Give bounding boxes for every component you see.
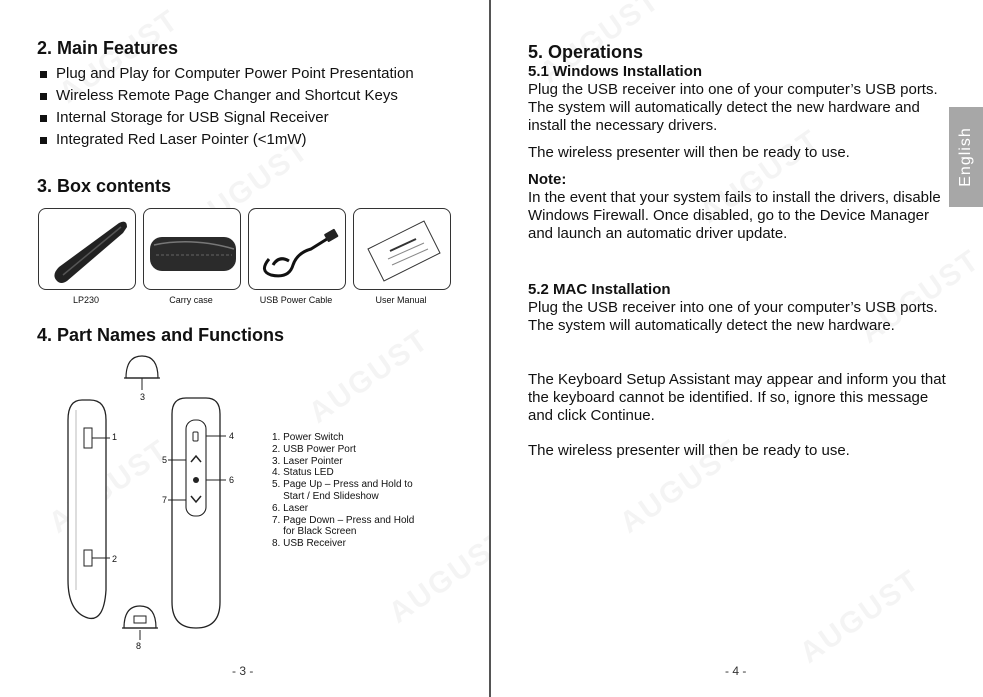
feature-item: Plug and Play for Computer Power Point Presentation	[38, 63, 414, 85]
parts-list-item: 2. USB Power Port	[272, 443, 356, 455]
parts-list-item: 1. Power Switch	[272, 432, 344, 443]
callout-1: 1	[112, 432, 118, 442]
language-tab-label: English	[957, 127, 974, 187]
features-list	[38, 63, 414, 151]
callout-6: 6	[229, 475, 235, 485]
box-item-presenter	[38, 208, 136, 290]
box-item-usb-cable	[248, 208, 346, 290]
box-label: User Manual	[375, 295, 427, 305]
mac-ready-text: The wireless presenter will then be ready to use.	[528, 442, 850, 459]
user-manual-image	[354, 209, 450, 289]
windows-installation-heading: 5.1 Windows Installation	[528, 63, 703, 80]
windows-ready-text: The wireless presenter will then be ready to use.	[528, 144, 850, 161]
note-heading: Note:	[528, 171, 567, 188]
callout-2: 2	[112, 554, 118, 564]
presenter-image	[39, 209, 135, 289]
parts-list-item: Start / End Slideshow	[272, 490, 379, 502]
callout-7: 7	[162, 495, 168, 505]
feature-item: Integrated Red Laser Pointer (<1mW)	[38, 129, 414, 151]
mac-installation-text: Plug the USB receiver into one of your computer’s USB ports. The system will automatically detect the new hardware.	[528, 299, 938, 334]
page-number: - 4 -	[725, 664, 747, 678]
left-page	[0, 0, 490, 697]
box-item-carry-case	[143, 208, 241, 290]
parts-list-item: 3. Laser Pointer	[272, 455, 343, 467]
box-contents-heading: 3. Box contents	[37, 176, 172, 196]
box-label: LP230	[72, 295, 100, 305]
feature-item: Wireless Remote Page Changer and Shortcut Keys	[38, 85, 414, 107]
mac-installation-heading: 5.2 MAC Installation	[528, 281, 671, 298]
parts-list-item: for Black Screen	[272, 526, 357, 538]
parts-list	[272, 432, 414, 550]
page-number: - 3 -	[232, 664, 254, 678]
callout-4: 4	[229, 431, 235, 441]
parts-list-item: 5. Page Up – Press and Hold to	[272, 479, 413, 491]
operations-heading: 5. Operations	[528, 42, 644, 62]
parts-list-item: 4. Status LED	[272, 467, 334, 479]
box-item-user-manual	[353, 208, 451, 290]
part-names-heading: 4. Part Names and Functions	[37, 325, 285, 345]
language-tab	[949, 107, 983, 207]
watermark	[303, 323, 436, 430]
keyboard-assistant-text: The Keyboard Setup Assistant may appear and inform you that the keyboard cannot be identified. If so, ignore this message and click Continue.	[528, 371, 946, 424]
right-page	[491, 0, 983, 697]
feature-item: Internal Storage for USB Signal Receiver	[38, 107, 414, 129]
parts-list-item: 8. USB Receiver	[272, 538, 346, 550]
callout-8: 8	[136, 641, 142, 651]
box-label: Carry case	[169, 295, 213, 305]
windows-installation-text: Plug the USB receiver into one of your computer’s USB ports. The system will automatically detect the new hardware and install the necessary drivers.	[528, 81, 938, 134]
usb-cable-image	[249, 209, 345, 289]
box-label: USB Power Cable	[259, 295, 333, 305]
callout-3: 3	[140, 392, 146, 402]
parts-list-item: 7. Page Down – Press and Hold	[272, 514, 415, 526]
parts-list-item: 6. Laser	[272, 502, 309, 514]
carry-case-image	[144, 209, 240, 289]
callout-5: 5	[162, 455, 168, 465]
watermark	[794, 563, 927, 670]
main-features-heading: 2. Main Features	[37, 38, 179, 58]
note-text: In the event that your system fails to install the drivers, disable Windows Firewall. Once disabled, go to the Device Manager and launch an automatic driver update.	[528, 189, 941, 242]
